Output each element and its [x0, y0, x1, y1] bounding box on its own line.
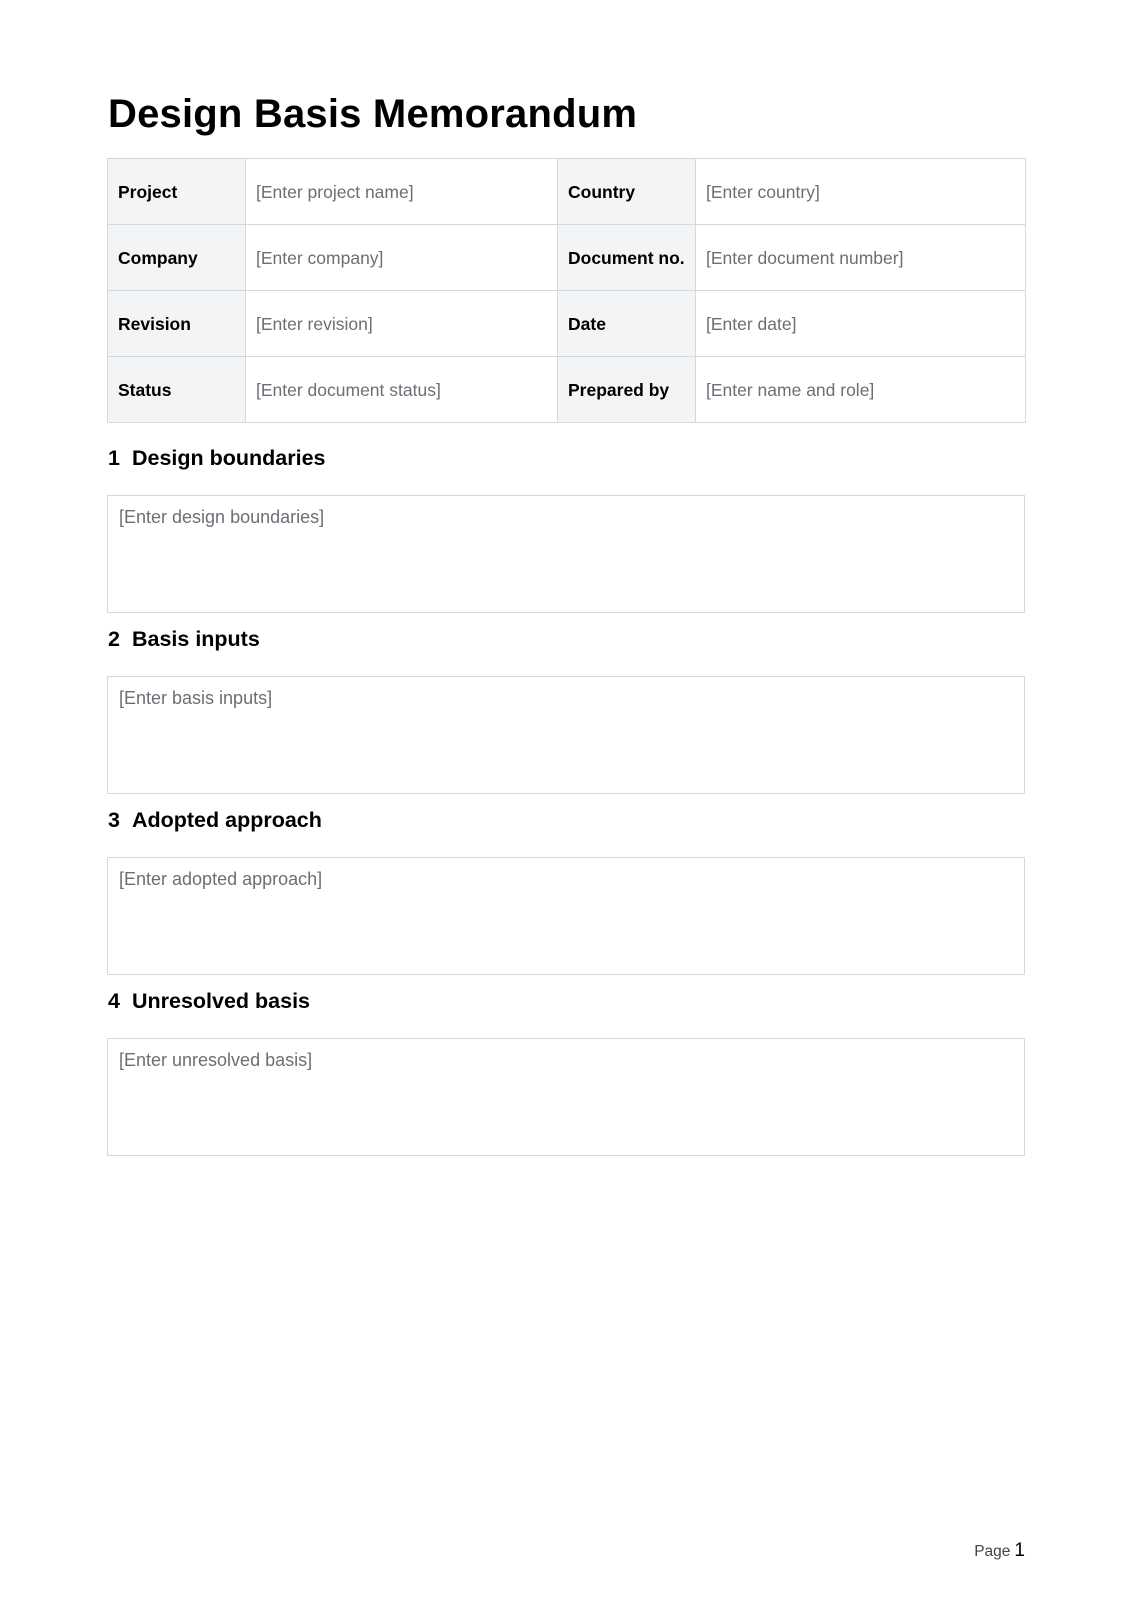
info-row-revision — [108, 291, 1026, 357]
section-title: Basis inputs — [131, 627, 260, 651]
company-label: Company — [108, 225, 246, 291]
section-heading-design-boundaries — [108, 444, 326, 472]
status-field[interactable]: [Enter document status] — [246, 357, 558, 423]
section-heading-basis-inputs — [108, 625, 260, 653]
section-number: 3 — [108, 808, 120, 832]
basis-inputs-field[interactable]: [Enter basis inputs] — [107, 676, 1025, 794]
company-field[interactable]: [Enter company] — [246, 225, 558, 291]
document-number-label: Document no. — [558, 225, 696, 291]
design-boundaries-field[interactable]: [Enter design boundaries] — [107, 495, 1025, 613]
page-footer — [974, 1540, 1025, 1563]
document-info-table — [107, 158, 1026, 423]
section-heading-adopted-approach — [108, 806, 322, 834]
project-field[interactable]: [Enter project name] — [246, 159, 558, 225]
date-label: Date — [558, 291, 696, 357]
section-title: Adopted approach — [131, 808, 322, 832]
info-row-status — [108, 357, 1026, 423]
adopted-approach-field[interactable]: [Enter adopted approach] — [107, 857, 1025, 975]
section-number: 4 — [108, 989, 120, 1013]
status-label: Status — [108, 357, 246, 423]
country-field[interactable]: [Enter country] — [696, 159, 1026, 225]
revision-field[interactable]: [Enter revision] — [246, 291, 558, 357]
revision-label: Revision — [108, 291, 246, 357]
document-title: Design Basis Memorandum — [108, 92, 638, 136]
date-field[interactable]: [Enter date] — [696, 291, 1026, 357]
unresolved-basis-field[interactable]: [Enter unresolved basis] — [107, 1038, 1025, 1156]
info-row-company — [108, 225, 1026, 291]
document-number-field[interactable]: [Enter document number] — [696, 225, 1026, 291]
section-heading-unresolved-basis — [108, 987, 310, 1015]
page-number: 1 — [1014, 1540, 1025, 1561]
section-title: Unresolved basis — [131, 989, 311, 1013]
country-label: Country — [558, 159, 696, 225]
page-label: Page — [974, 1543, 1011, 1560]
project-label: Project — [108, 159, 246, 225]
prepared-by-field[interactable]: [Enter name and role] — [696, 357, 1026, 423]
prepared-by-label: Prepared by — [558, 357, 696, 423]
section-title: Design boundaries — [131, 446, 326, 470]
section-number: 1 — [108, 446, 120, 470]
section-number: 2 — [108, 627, 120, 651]
info-row-project — [108, 159, 1026, 225]
